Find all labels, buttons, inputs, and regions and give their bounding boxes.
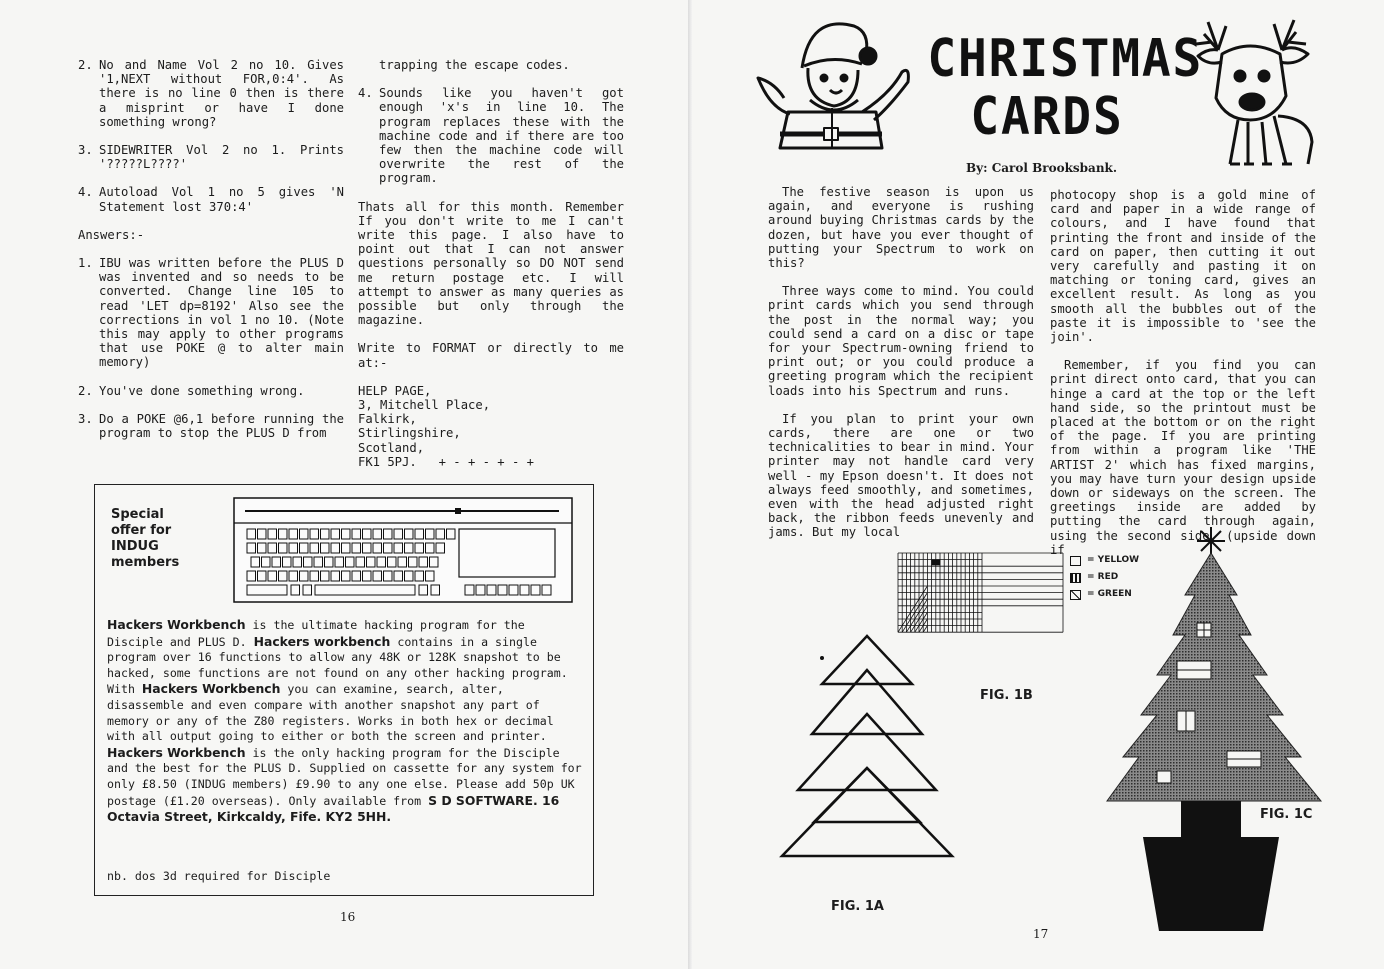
item-number: 4. <box>78 185 93 200</box>
fig-1c-label: FIG. 1C <box>1260 807 1313 822</box>
page-number-17: 17 <box>1033 927 1049 941</box>
advert-bold-4: S D SOFTWARE. 16 Octavia Street, Kirkcaldy, Fife. KY2 5HH. <box>107 792 560 825</box>
advert-note: nb. dos 3d required for Disciple <box>107 869 331 883</box>
item-text: You've done something wrong. <box>99 383 305 398</box>
article-byline: By: Carol Brooksbank. <box>966 161 1118 175</box>
headline-line-2: INDUG <box>111 539 159 554</box>
title-line-cards: CARDS <box>970 87 1124 147</box>
item-text: SIDEWRITER Vol 2 no 1. Prints '?????L????' <box>99 143 344 172</box>
article-paragraph-4: Remember, if you find you can print direct onto card, that you can hinge a card at the top or the left hand side, so the printout must be placed at the bottom or on the right of the page. If you are printing from within a program like 'THE ARTIST 2' which has fixed margins, you may have turn your design upside down or sideways on the screen. The greetings inside are added by putting the card through again, using the second side, (upside down if <box>1050 358 1316 557</box>
green-key-icon <box>1070 590 1081 600</box>
section-separator: + - + - + - + <box>438 455 534 470</box>
question-item-0 <box>78 58 344 129</box>
red-key-icon <box>1070 573 1081 583</box>
answer-item-1 <box>78 384 344 398</box>
advert-bold-3: Hackers Workbench <box>107 744 246 760</box>
advert-body-text <box>107 617 583 826</box>
continuation-text: trapping the escape codes. <box>379 58 570 72</box>
item-number: 2. <box>78 58 93 72</box>
item-number: 3. <box>78 143 93 158</box>
item-text: Sounds like you haven't got enough 'x's in line 10. The program replaces these with the machine code and if there are too few then the machine code will overwrite the rest of the program. <box>379 86 624 186</box>
advert-text-3: is the only hacking program for the Disciple and the best for the PLUS D. Supplied on cassette for any system for only £8.50 (INDUG members) £9.90 to any one else. Please add 50p UK postage (£1.20 overseas). Only available from <box>107 745 582 808</box>
item-text: Do a POKE @6,1 before running the program to stop the PLUS D from <box>99 411 344 441</box>
advert-headline <box>111 507 179 571</box>
yellow-key-icon <box>1070 556 1081 566</box>
answer-item-0 <box>78 256 344 370</box>
closing-paragraph: Thats all for this month. Remember If you don't write to me I can't write this page. I also have to point out that I can not answer questions personally so DO NOT send me return postage etc. I will attempt to answer as many queries as possible but only through the magazine. <box>358 199 624 328</box>
legend-yellow-label: = YELLOW <box>1087 555 1140 565</box>
answer-item-4 <box>358 86 624 185</box>
advert-text-1: contains in a single program over 16 functions to allow any 48K or 128K snapshot to be hacked, some functions are not found on any other hacking program. With <box>107 634 568 697</box>
fig-1a-triangle-tree <box>742 628 992 868</box>
item-number: 1. <box>78 256 93 271</box>
question-item-2 <box>78 185 344 213</box>
article-paragraph-0: The festive season is upon us again, and everyone is rushing around buying Christmas cards by the dozen, but have you ever thought of putting your Spectrum to work on this? <box>768 185 1034 271</box>
address-line-1: 3, Mitchell Place, <box>358 398 491 413</box>
item-text: No and Name Vol 2 no 10. Gives '1,NEXT without FOR,0:4'. As there is no line 0 then is there a misprint or have I done something wrong? <box>99 58 344 129</box>
write-to-paragraph: Write to FORMAT or directly to me at:- <box>358 341 624 370</box>
article-column-2 <box>1050 188 1316 571</box>
reindeer-illustration <box>1178 14 1338 174</box>
address-line-4: Scotland, <box>358 440 425 455</box>
help-page-column-2 <box>358 58 624 469</box>
article-paragraph-2: If you plan to print your own cards, there are one or two technicalities to bear in mind. Your printer may not handle card very well - my Epson doesn't. It does not always feed smoothly, and sometimes, even with the head adjusted right back, the ribbon feeds unevenly and jams. But my local <box>768 411 1034 540</box>
headline-line-1: offer for <box>111 523 172 538</box>
address-line-5: FK1 5PJ. <box>358 454 417 469</box>
answer-item-2 <box>78 412 344 440</box>
item-number: 3. <box>78 411 93 426</box>
article-column-1 <box>768 185 1034 554</box>
spectrum-keyboard-illustration <box>233 497 573 605</box>
page-number-16: 16 <box>340 910 356 924</box>
article-paragraph-3: photocopy shop is a gold mine of card and paper in a wide range of colours, and I have found that printing the front and inside of the card on paper, then cutting it out very carefully and pasting it on matching or toning card, gives an excellent result. As long as you smooth all the bubbles out of the paste it is impossible to 'see the join'. <box>1050 188 1316 345</box>
fig-1a-label: FIG. 1A <box>831 899 884 914</box>
question-item-1 <box>78 143 344 171</box>
advert-text-2: you can examine, search, alter, disassemble and even compare with another snapshot any part of memory or any of the Z80 registers. Works in both hex or decimal with all output going to either or both the screen and printer. <box>107 682 554 744</box>
article-title <box>927 29 1204 147</box>
advert-text-0: is the ultimate hacking program for the Disciple and PLUS D. <box>107 618 525 649</box>
item-number: 2. <box>78 383 93 398</box>
item-text: IBU was written before the PLUS D was invented and so needs to be converted. Change line 105 to read 'LET dp=8192' Also see the corrections in vol 1 no 10. (Note this may apply to other programs that use POKE @ to alter main memory) <box>99 256 344 370</box>
fig-1b-label: FIG. 1B <box>980 688 1033 703</box>
help-page-column-1 <box>78 58 344 454</box>
headline-line-3: members <box>111 555 180 570</box>
advert-bold-0: Hackers Workbench <box>107 617 246 632</box>
address-line-2: Falkirk, <box>358 412 417 427</box>
answers-heading: Answers:- <box>78 227 145 242</box>
headline-line-0: Special <box>111 507 164 522</box>
item-number: 4. <box>358 86 373 101</box>
advert-bold-2: Hackers Workbench <box>141 681 281 697</box>
item-text: Autoload Vol 1 no 5 gives 'N Statement lost 370:4' <box>99 185 344 214</box>
right-page <box>692 0 1384 969</box>
santa-claus-illustration <box>750 8 920 160</box>
address-line-3: Stirlingshire, <box>358 426 461 441</box>
hackers-workbench-advert <box>94 484 594 896</box>
address-line-0: HELP PAGE, <box>358 383 432 398</box>
title-line-christmas: CHRISTMAS <box>927 29 1204 89</box>
fig-1c-christmas-tree <box>1107 525 1327 935</box>
article-paragraph-1: Three ways come to mind. You could print cards which you send through the post in the normal way; you could send a card on a disc or tape for your Spectrum-owning friend to print out; or you could produce a greeting program which the recipient loads into his Spectrum and runs. <box>768 284 1034 398</box>
legend-red-label: = RED <box>1087 572 1119 582</box>
legend-green-label: = GREEN <box>1087 589 1132 599</box>
advert-bold-1: Hackers workbench <box>253 633 391 649</box>
